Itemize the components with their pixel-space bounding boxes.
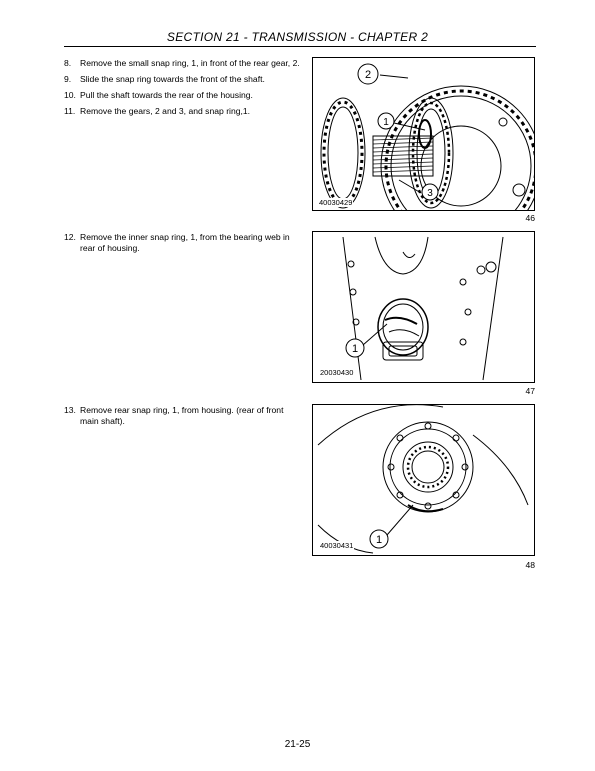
step-number: 9. [64, 74, 72, 84]
callout-label: 2 [364, 69, 372, 81]
step-number: 13. [64, 405, 76, 415]
step-item [64, 405, 300, 427]
step-text: Pull the shaft towards the rear of the housing. [80, 90, 253, 100]
figure-number: 47 [525, 386, 535, 396]
step-text: Remove the gears, 2 and 3, and snap ring,1. [80, 106, 251, 116]
step-list-1 [64, 58, 300, 122]
figure-code: 40030431 [320, 541, 354, 550]
rear-snap-ring-illustration [313, 405, 534, 555]
step-text: Slide the snap ring towards the front of the shaft. [80, 74, 265, 84]
figure-code: 20030430 [320, 368, 354, 377]
figure-gears-shaft [312, 57, 535, 211]
step-item [64, 106, 300, 117]
figure-number: 48 [525, 560, 535, 570]
step-number: 12. [64, 232, 76, 242]
figure-number: 46 [525, 213, 535, 223]
step-number: 10. [64, 90, 76, 100]
figure-bearing-web [312, 231, 535, 383]
callout-label: 1 [375, 534, 383, 546]
step-list-2 [64, 232, 300, 259]
callout-label: 1 [351, 343, 359, 355]
section-title: SECTION 21 - TRANSMISSION - CHAPTER 2 [166, 30, 429, 44]
step-text: Remove rear snap ring, 1, from housing. (rear of front main shaft). [80, 405, 284, 426]
step-item [64, 90, 300, 101]
step-text: Remove the inner snap ring, 1, from the bearing web in rear of housing. [80, 232, 290, 253]
step-number: 8. [64, 58, 72, 68]
step-item [64, 74, 300, 85]
gear-shaft-illustration [313, 58, 534, 210]
bearing-web-illustration [313, 232, 534, 382]
figure-rear-snap-ring [312, 404, 535, 556]
page-number: 21-25 [284, 739, 311, 750]
step-list-3 [64, 405, 300, 432]
step-item [64, 232, 300, 254]
header-rule [64, 46, 536, 47]
figure-code: 40030429 [319, 198, 353, 207]
step-item [64, 58, 300, 69]
step-number: 11. [64, 106, 76, 116]
step-text: Remove the small snap ring, 1, in front of the rear gear, 2. [80, 58, 300, 68]
callout-label: 3 [427, 188, 433, 199]
callout-label: 1 [383, 117, 389, 128]
